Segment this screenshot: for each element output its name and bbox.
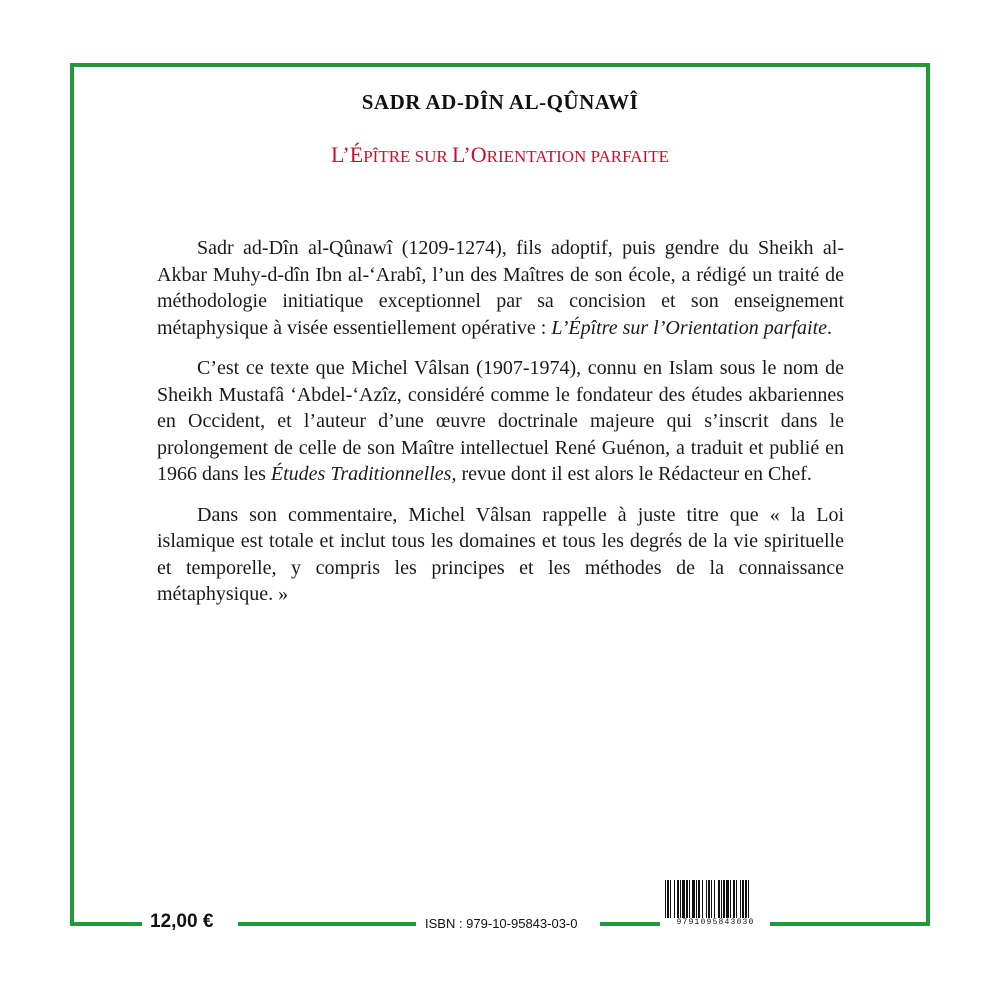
barcode-bar [692,880,695,920]
paragraph-1 [157,235,844,341]
barcode-bar [721,880,722,920]
price-label: 12,00 € [150,911,214,932]
title-segment-4: RIENTATION PARFAITE [486,147,669,166]
barcode-bar [726,880,729,920]
barcode-bar [665,880,666,920]
isbn-label: ISBN : 979-10-95843-03-0 [425,916,578,931]
paragraph-1-end: . [827,316,833,339]
barcode-bar [674,880,675,920]
barcode-bar [723,880,725,920]
barcode-bar [711,880,712,920]
barcode-bar [682,880,685,920]
border-bottom-middle [238,922,416,926]
barcode-bar [706,880,707,920]
title-segment-2: PÎTRE SUR [363,147,452,166]
barcode-bar [730,880,731,920]
author-name: SADR AD-DÎN AL-QÛNAWÎ [361,90,639,114]
paragraph-1-text: Sadr ad-Dîn al-Qûnawî (1209-1274), fils adoptif, puis gendre du Sheikh al-Akbar Muhy-d-dîn Ibn al-‘Arabî, l’un des Maîtres de son école, a rédigé un traité de méthodologie initiatique exceptionnel par sa concision et son enseignement métaphysique à visée essentiellement opérative : [157,237,844,339]
barcode-bar [740,880,741,920]
barcode-bar [714,880,715,920]
barcode-bar [667,880,669,920]
back-cover-text [157,235,844,622]
barcode-bar [677,880,679,920]
barcode-bar [698,880,700,920]
barcode-bar [680,880,681,920]
paragraph-2-italic-journal: Études Traditionnelles [270,463,452,485]
barcode-bar [733,880,735,920]
book-title [0,142,1000,168]
paragraph-2 [157,355,844,488]
barcode-bar [696,880,697,920]
title-segment-1: L’É [331,142,364,167]
paragraph-2-text: C’est ce texte que Michel Vâlsan (1907-1974), connu en Islam sous le nom de Sheikh Mustafâ ‘Abdel-‘Azîz, considéré comme le fondateur des études akbariennes en Occident, et l’auteur d’une œuvre doctrinale majeure qui s’inscrit dans le prolongement de celle de son Maître intellectuel René Guénon, a traduit et publié en 1966 dans les [157,357,844,485]
title-segment-3: L’O [452,142,487,167]
barcode-bar [708,880,710,920]
barcode-bar [689,880,690,920]
barcode-bar [686,880,688,920]
border-bottom-right [770,922,930,926]
barcode-bar [742,880,744,920]
paragraph-3-text: Dans son commentaire, Michel Vâlsan rappelle à juste titre que « la Loi islamique est totale et inclut tous les domaines et tous les degrés de la vie spirituelle et temporelle, y compris les principes et les méthodes de la connaissance métaphysique. » [157,503,844,605]
paragraph-3 [157,502,844,608]
barcode [663,880,768,930]
barcode-bar [718,880,720,920]
paragraph-2-end: , revue dont il est alors le Rédacteur en Chef. [451,463,812,485]
barcode-bar [670,880,671,920]
barcode-bars-icon [663,880,768,920]
barcode-bar [748,880,749,920]
barcode-bar [702,880,703,920]
barcode-bar [736,880,737,920]
border-bottom-middle-right [600,922,660,926]
barcode-bar [745,880,747,920]
paragraph-1-italic-title: L’Épître sur l’Orientation parfaite [551,316,828,339]
barcode-digits: 9791095843030 [663,918,768,927]
border-bottom-left [70,922,142,926]
